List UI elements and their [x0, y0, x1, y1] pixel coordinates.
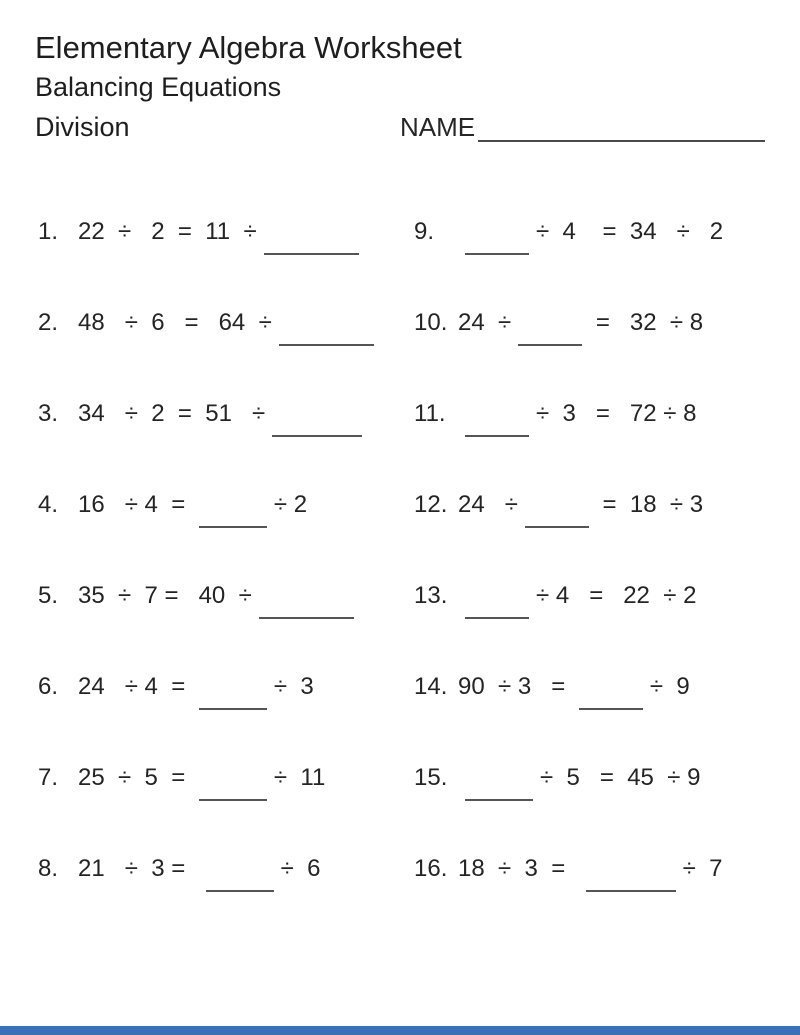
problem-expression-right: ÷ 7 — [682, 855, 723, 882]
problem-number: 12. — [414, 491, 448, 518]
problem-expression-left: 24 ÷ — [458, 309, 512, 336]
name-field — [400, 106, 765, 142]
problem-number: 4. — [38, 491, 59, 518]
problem-expression-left: 34 ÷ 2 = 51 ÷ — [78, 400, 266, 427]
answer-blank — [465, 219, 529, 255]
answer-blank — [465, 765, 533, 801]
problem-number: 1. — [38, 218, 59, 245]
problem-number: 13. — [414, 582, 448, 609]
answer-blank — [465, 401, 529, 437]
problem-row-7 — [38, 751, 400, 842]
problem-expression-right: ÷ 11 — [273, 764, 326, 791]
problem-row-11 — [414, 387, 800, 478]
problem-number: 5. — [38, 582, 59, 609]
problem-number: 11. — [414, 400, 446, 427]
problem-expression-right: ÷ 6 — [280, 855, 321, 882]
problem-number: 14. — [414, 673, 448, 700]
problem-row-16 — [414, 842, 800, 933]
answer-blank — [199, 492, 267, 528]
page-subtitle: Balancing Equations — [35, 72, 282, 102]
problem-expression-left: 48 ÷ 6 = 64 ÷ — [78, 309, 272, 336]
problem-expression-left: 18 ÷ 3 = — [458, 855, 579, 882]
problem-expression-left: 16 ÷ 4 = — [78, 491, 192, 518]
answer-blank — [264, 219, 359, 255]
problem-expression-left: 24 ÷ — [458, 491, 518, 518]
problem-expression-right: ÷ 3 — [273, 673, 314, 700]
problem-row-4 — [38, 478, 400, 569]
problems-area — [0, 205, 800, 933]
problem-row-13 — [414, 569, 800, 660]
problem-number: 15. — [414, 764, 448, 791]
problems-column-left — [0, 205, 400, 933]
problem-number: 9. — [414, 218, 435, 245]
problem-expression-right: ÷ 4 = 34 ÷ 2 — [536, 218, 724, 245]
answer-blank — [586, 856, 676, 892]
problem-expression-right: = 32 ÷ 8 — [589, 309, 704, 336]
problem-number: 16. — [414, 855, 448, 882]
problem-expression-right: ÷ 3 = 72 ÷ 8 — [536, 400, 697, 427]
answer-blank — [579, 674, 643, 710]
problem-row-1 — [38, 205, 400, 296]
answer-blank — [199, 765, 267, 801]
answer-blank — [259, 583, 354, 619]
problem-row-2 — [38, 296, 400, 387]
problem-row-9 — [414, 205, 800, 296]
problem-expression-left: 35 ÷ 7 = 40 ÷ — [78, 582, 252, 609]
problem-expression-right: ÷ 9 — [649, 673, 690, 700]
problem-row-6 — [38, 660, 400, 751]
answer-blank — [199, 674, 267, 710]
name-blank-line — [478, 110, 765, 142]
footer-accent-bar — [0, 1026, 800, 1035]
problem-row-10 — [414, 296, 800, 387]
problem-expression-right: ÷ 5 = 45 ÷ 9 — [540, 764, 701, 791]
answer-blank — [272, 401, 362, 437]
problem-expression-left: 21 ÷ 3 = — [78, 855, 199, 882]
problem-row-3 — [38, 387, 400, 478]
name-label: NAME — [400, 112, 476, 142]
page-title: Elementary Algebra Worksheet — [35, 30, 462, 65]
problem-row-12 — [414, 478, 800, 569]
problem-number: 7. — [38, 764, 59, 791]
answer-blank — [206, 856, 274, 892]
problem-row-5 — [38, 569, 400, 660]
problem-number: 2. — [38, 309, 59, 336]
topic-label: Division — [35, 112, 130, 142]
answer-blank — [465, 583, 529, 619]
problem-expression-left: 25 ÷ 5 = — [78, 764, 192, 791]
answer-blank — [525, 492, 589, 528]
problem-row-8 — [38, 842, 400, 933]
problem-row-14 — [414, 660, 800, 751]
problem-expression-right: ÷ 2 — [273, 491, 308, 518]
problem-expression-left: 90 ÷ 3 = — [458, 673, 572, 700]
problem-number: 10. — [414, 309, 448, 336]
problem-row-15 — [414, 751, 800, 842]
problem-expression-right: = 18 ÷ 3 — [595, 491, 704, 518]
problem-number: 8. — [38, 855, 59, 882]
problem-expression-right: ÷ 4 = 22 ÷ 2 — [536, 582, 697, 609]
answer-blank — [279, 310, 374, 346]
answer-blank — [518, 310, 582, 346]
problem-number: 3. — [38, 400, 59, 427]
problem-expression-left: 24 ÷ 4 = — [78, 673, 192, 700]
problem-expression-left: 22 ÷ 2 = 11 ÷ — [78, 218, 257, 245]
problems-column-right — [400, 205, 800, 933]
problem-number: 6. — [38, 673, 59, 700]
